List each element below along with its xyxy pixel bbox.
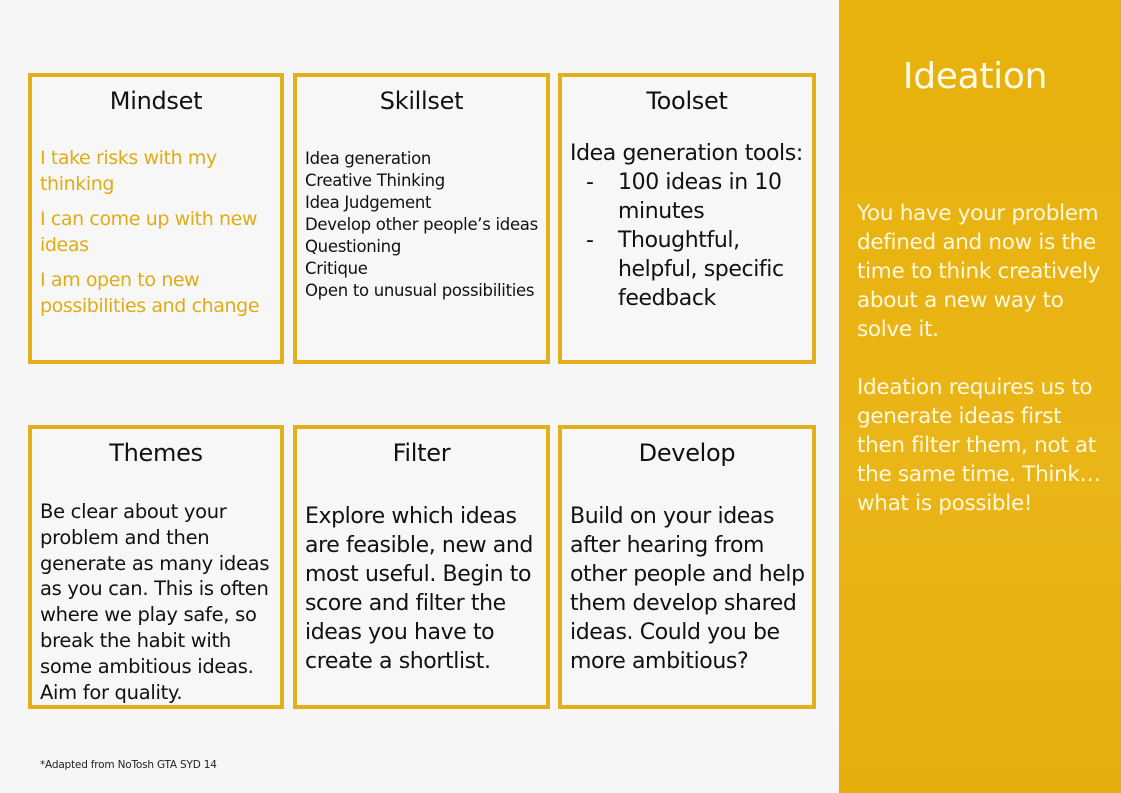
mindset-card xyxy=(28,73,284,364)
mindset-item: I can come up with new ideas xyxy=(40,208,258,256)
skillset-item: Develop other people’s ideas xyxy=(305,215,538,234)
mindset-title: Mindset xyxy=(109,87,203,115)
skillset-item: Creative Thinking xyxy=(305,171,445,190)
panel-description xyxy=(857,199,1113,547)
skillset-item: Idea generation xyxy=(305,149,432,168)
filter-text: Explore which ideas are feasible, new and most useful. Begin to score and filter the ideas you have to create a shortlist. xyxy=(305,504,533,674)
toolset-title: Toolset xyxy=(646,87,728,115)
toolset-content xyxy=(570,139,806,313)
panel-paragraph: Ideation requires us to generate ideas first then filter them, not at the same time. Think…what is possible! xyxy=(857,375,1101,516)
develop-text: Build on your ideas after hearing from other people and help them develop shared ideas. Could you be more ambitious? xyxy=(570,504,805,674)
toolset-card xyxy=(558,73,816,364)
footnote: *Adapted from NoTosh GTA SYD 14 xyxy=(40,759,217,771)
dash-bullet-icon: - xyxy=(586,170,594,195)
panel-title: Ideation xyxy=(902,56,1048,97)
skillset-item: Critique xyxy=(305,259,368,278)
skillset-card xyxy=(293,73,550,364)
toolset-item: - Thoughtful, helpful, specific feedback xyxy=(586,228,784,311)
dash-bullet-icon: - xyxy=(586,228,594,253)
filter-card xyxy=(293,425,550,709)
themes-text: Be clear about your problem and then generate as many ideas as you can. This is often where we play safe, so break the habit with some ambitious ideas. Aim for quality. xyxy=(40,500,270,704)
toolset-list xyxy=(570,168,806,313)
skillset-item: Open to unusual possibilities xyxy=(305,281,535,300)
mindset-items xyxy=(40,145,274,328)
mindset-item: I take risks with my thinking xyxy=(40,147,217,195)
themes-title: Themes xyxy=(109,439,203,467)
skillset-title: Skillset xyxy=(379,87,464,115)
panel-paragraph: You have your problem defined and now is the time to think creatively about a new way to solve it. xyxy=(857,201,1101,342)
filter-title: Filter xyxy=(392,439,451,467)
skillset-item: Idea Judgement xyxy=(305,193,432,212)
toolset-item: - 100 ideas in 10 minutes xyxy=(586,170,782,224)
mindset-item: I am open to new possibilities and change xyxy=(40,269,260,317)
develop-title: Develop xyxy=(638,439,736,467)
ideation-panel xyxy=(839,0,1121,793)
themes-card xyxy=(28,425,284,709)
skillset-list xyxy=(305,148,540,302)
develop-card xyxy=(558,425,816,709)
skillset-item: Questioning xyxy=(305,237,402,256)
toolset-intro: Idea generation tools: xyxy=(570,141,803,166)
